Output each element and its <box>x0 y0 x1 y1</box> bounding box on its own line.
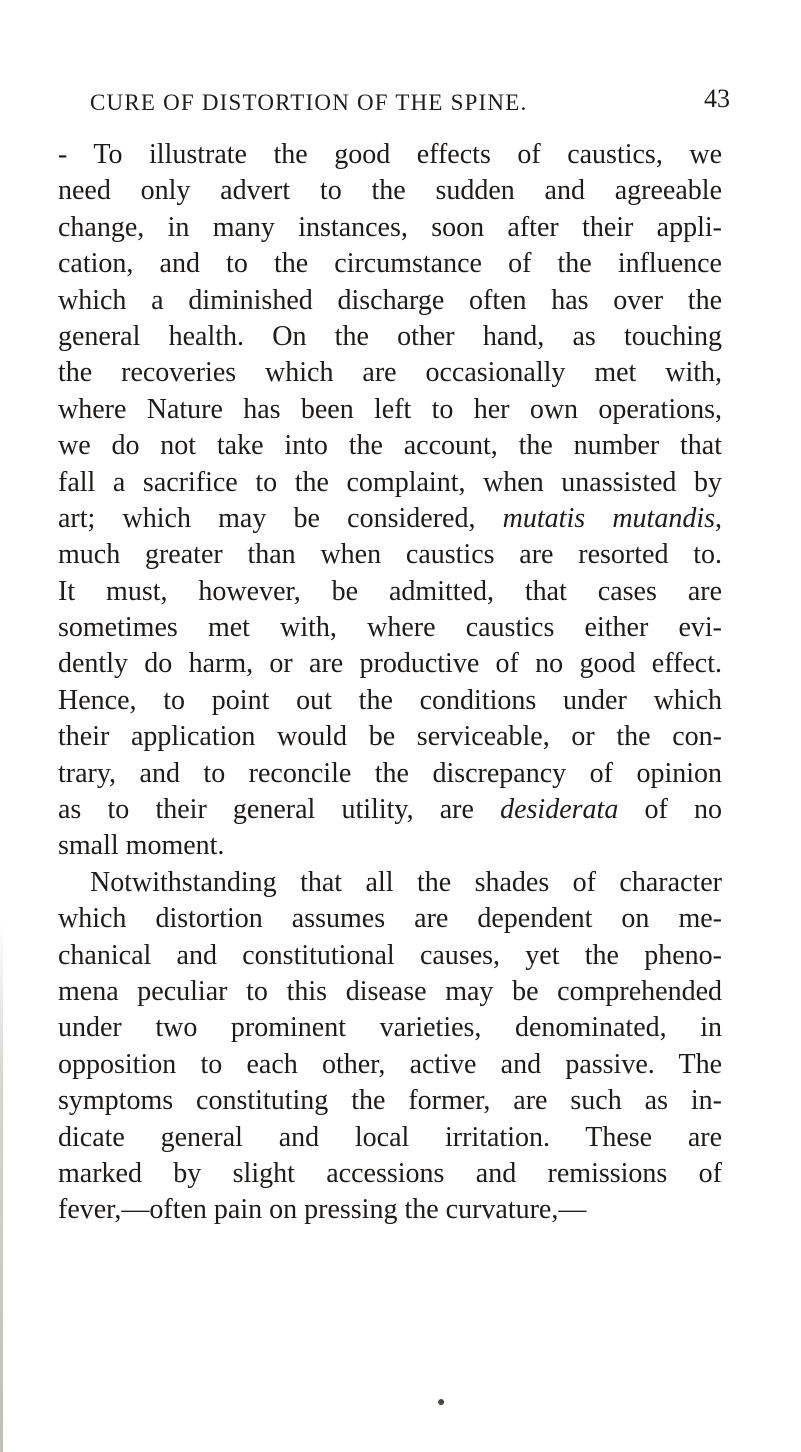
text-run: , <box>715 502 722 534</box>
text-line: symptoms constituting the former, are such as in- <box>58 1085 722 1117</box>
text-line: under two prominent varieties, denominated, in <box>58 1012 722 1044</box>
text-line: dicate general and local irritation. These are <box>58 1121 722 1153</box>
text-run: as to their general utility, are <box>58 794 501 826</box>
text-line: Notwithstanding that all the shades of character <box>90 866 722 898</box>
text-line <box>58 501 722 537</box>
text-line: small moment. <box>58 830 225 862</box>
text-line: much greater than when caustics are resorted to. <box>58 539 722 571</box>
text-run: of no <box>618 794 722 826</box>
text-line: Hence, to point out the conditions under which <box>58 684 722 716</box>
text-line: general health. On the other hand, as touching <box>58 320 722 352</box>
text-line: change, in many instances, soon after their appli- <box>58 211 722 243</box>
text-line: which a diminished discharge often has over the <box>58 284 722 316</box>
body-text <box>58 137 722 1229</box>
text-line <box>58 792 722 828</box>
text-line: - To illustrate the good effects of caustics, we <box>58 139 722 170</box>
running-title: CURE OF DISTORTION OF THE SPINE. <box>90 90 528 115</box>
text-line: where Nature has been left to her own operations, <box>58 393 722 425</box>
binding-shadow <box>0 920 3 1452</box>
text-line: fever,—often pain on pressing the curvature,— <box>58 1194 587 1226</box>
text-line: marked by slight accessions and remissions of <box>58 1157 722 1189</box>
ink-speck: ● <box>437 1395 446 1410</box>
text-line: chanical and constitutional causes, yet the pheno- <box>58 939 722 971</box>
text-line: sometimes met with, where caustics either evi- <box>58 612 722 644</box>
text-line: need only advert to the sudden and agreeable <box>58 175 722 207</box>
text-line: fall a sacrifice to the complaint, when unassisted by <box>58 466 722 498</box>
text-line: the recoveries which are occasionally met with, <box>58 357 722 389</box>
italic-phrase: desiderata <box>500 794 619 826</box>
running-head <box>90 84 730 124</box>
text-line: dently do harm, or are productive of no good effect. <box>58 648 722 680</box>
text-line: mena peculiar to this disease may be comprehended <box>58 975 722 1007</box>
text-line: cation, and to the circumstance of the influence <box>58 248 722 280</box>
text-line: we do not take into the account, the number that <box>58 430 722 462</box>
text-line: which distortion assumes are dependent on me- <box>58 903 722 935</box>
text-run: art; which may be considered, <box>58 502 503 534</box>
page-number: 43 <box>704 84 730 113</box>
text-line: their application would be serviceable, or the con- <box>58 721 722 753</box>
text-line: trary, and to reconcile the discrepancy of opinion <box>58 757 722 789</box>
text-line: opposition to each other, active and passive. The <box>58 1048 722 1080</box>
text-line: It must, however, be admitted, that cases are <box>58 575 722 607</box>
italic-phrase: mutatis mutandis <box>502 502 716 534</box>
